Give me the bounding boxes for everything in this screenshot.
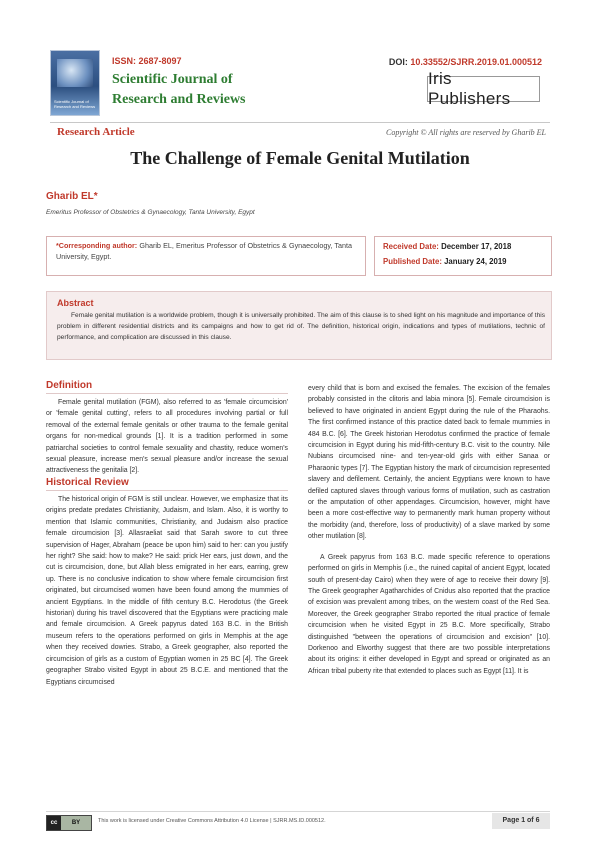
correspondence-text (56, 240, 352, 262)
abstract-text: Female genital mutilation is a worldwide problem, though it is universally prohibited. The aim of this clause is to shed light on his magnitude and importance of this problem in different residential districts and its campaigns and how to get rid of. The definition, historical origin, indications and types of mutilations, technic of performance, and complication are discussed in this clause. (57, 312, 545, 341)
copyright-notice: Copyright © All rights are reserved by Gharib EL (386, 128, 546, 137)
published-date-label: Published Date: (383, 257, 442, 266)
definition-rule (46, 393, 288, 394)
page-number: Page 1 of 6 (502, 817, 540, 824)
doi-value: 10.33552/SJRR.2019.01.000512 (410, 57, 542, 67)
received-date (383, 242, 511, 251)
license-text: This work is licensed under Creative Commons Attribution 4.0 License | SJRR.MS.ID.000512. (98, 818, 326, 824)
doi-label: DOI: (388, 57, 408, 67)
correspondence-detail: Gharib EL, Emeritus Professor of Obstetrics & Gynaecology, Tanta University, Egypt. (56, 241, 352, 261)
publisher-logo[interactable]: Iris Publishers (427, 76, 540, 102)
footer-divider (46, 811, 550, 812)
received-date-value: December 17, 2018 (441, 242, 512, 251)
author-name[interactable]: Gharib EL* (46, 191, 98, 202)
article-type: Research Article (57, 126, 135, 138)
received-date-label: Received Date: (383, 242, 439, 251)
header-divider (50, 122, 550, 123)
historical-review-heading: Historical Review (46, 477, 129, 488)
journal-title-line1: Scientific Journal of (112, 72, 233, 87)
journal-cover-image (50, 50, 100, 116)
published-date-value: January 24, 2019 (444, 257, 507, 266)
right-column-paragraph-2: A Greek papyrus from 163 B.C. made specific reference to operations performed on girls in Memphis (i.e., the ruined capital of ancient Egypt, located south of present-day Cairo) when they were of age to receive their dowry [9]. The Greek geographer Agatharchides of Cnidus also reported that the practice of excision was prevalent among tribes, on the western coast of the Red Sea. Moreover, the Greek geographer Strabo reported the ritual practice of female circumcision when he visited Egypt in 25 B.C. More specifically, Strabo distinguished "between the operations of circumcision and excision" [10]. Dorkenoo and Elworthy suggest that there are two possible interpretations about its origins: it either developed in Egypt and spread or originated as an African tribal puberty rite that extended to places such as Egypt [11]. It is (308, 553, 550, 675)
creative-commons-badge[interactable] (46, 815, 92, 831)
cover-artwork (57, 59, 93, 87)
definition-heading: Definition (46, 380, 93, 391)
doi[interactable] (389, 57, 542, 67)
by-icon: BY (61, 816, 91, 830)
cc-icon: cc (47, 816, 61, 830)
historical-review-body (46, 494, 288, 688)
published-date (383, 257, 507, 266)
journal-title-line2: Research and Reviews (112, 92, 246, 107)
definition-body (46, 397, 288, 477)
historical-review-paragraph: The historical origin of FGM is still unclear. However, we emphasize that its origins predate predates Christianity, Judaism, and Islam. Also, it is worthy to mention that Islamic communities, Christianity, and Judaism also practice female circumcision [3]. Allasraeliat said that Sarah swore to cut three supervision of Hager, Abraham (peace be upon him) said to her: can you justify her right? She said: how to make? He said: prick Her ears, just down, and the cut is circumcision, done, but Allah bless emigrated in her ears, earring, grew up. There is no conclusive indication to show where female circumcision first originated, but circumcised women have been found among the mummies of ancient Egyptians. In the middle of fifth century B.C. Herodotus (the Greek historian) during his travel discovered that the Egyptians were practicing male and female circumcision. A Greek papyrus dated 163 B.C. in the British museum refers to the operations performed on girls in Memphis at the age when they received dowries. Strabo, a Greek geographer, also reported the circumcision of girls as a custom of Egyptian women in 25 BC [4]. The Greek geographer Strabo visited Egypt in about 25 B.C.E. and mentioned that the Egyptians circumcised (46, 496, 288, 686)
author-affiliation: Emeritus Professor of Obstetrics & Gynaecology, Tanta University, Egypt (46, 209, 255, 216)
correspondence-label: *Corresponding author: (56, 241, 138, 250)
right-column-body (308, 383, 550, 677)
right-column-paragraph-1: every child that is born and excised the females. The excision of the females probably consisted in the clitoris and labia minora [5]. Female circumcision is believed to have originated in ancient Egypt during the rule of the Pharaohs. The first confirmed instance of this practice dated back to female mummies in 484 B.C. [6]. The Greek historian Herodotus confirmed the practice of female circumcision in Egypt during his mid-fifth-century B.C. visit to the country. Nile Nubians circumcised nine- and ten-year-old girls with either Sanaa or Pharaonic types [7]. The Egyptian history the mark of circumcision represented slavery and defilement. Certainly, the ancient Egyptians were known to have defiled captured slaves through various forms of mutilation, such as castration or the amputation of other appendages. Circumcision, however, might have been a more cost-effective way to permanently mark human property without the morbidity (and, therefore, loss of productivity) of a slave marked by some other mutilation [8]. (308, 385, 550, 541)
cover-title: Scientific Journal of Research and Reviews (54, 99, 96, 109)
definition-paragraph: Female genital mutilation (FGM), also referred to as 'female circumcision' or 'female genital cutting', refers to all procedures involving partial or full removal of the external female genitals or other trauma to the female genital organs for non-medical grounds [1]. It is a tradition performed in some patriarchal societies to control female sexuality and chastity, reduce women's sexual pleasure, increase men's sexual pleasure and/or increase the sexual attractiveness the genitalia [2]. (46, 399, 288, 475)
article-title: The Challenge of Female Genital Mutilation (130, 148, 470, 168)
issn: ISSN: 2687-8097 (112, 56, 182, 66)
historical-review-rule (46, 490, 288, 491)
journal-title[interactable] (112, 70, 246, 110)
abstract-heading: Abstract (57, 298, 94, 308)
